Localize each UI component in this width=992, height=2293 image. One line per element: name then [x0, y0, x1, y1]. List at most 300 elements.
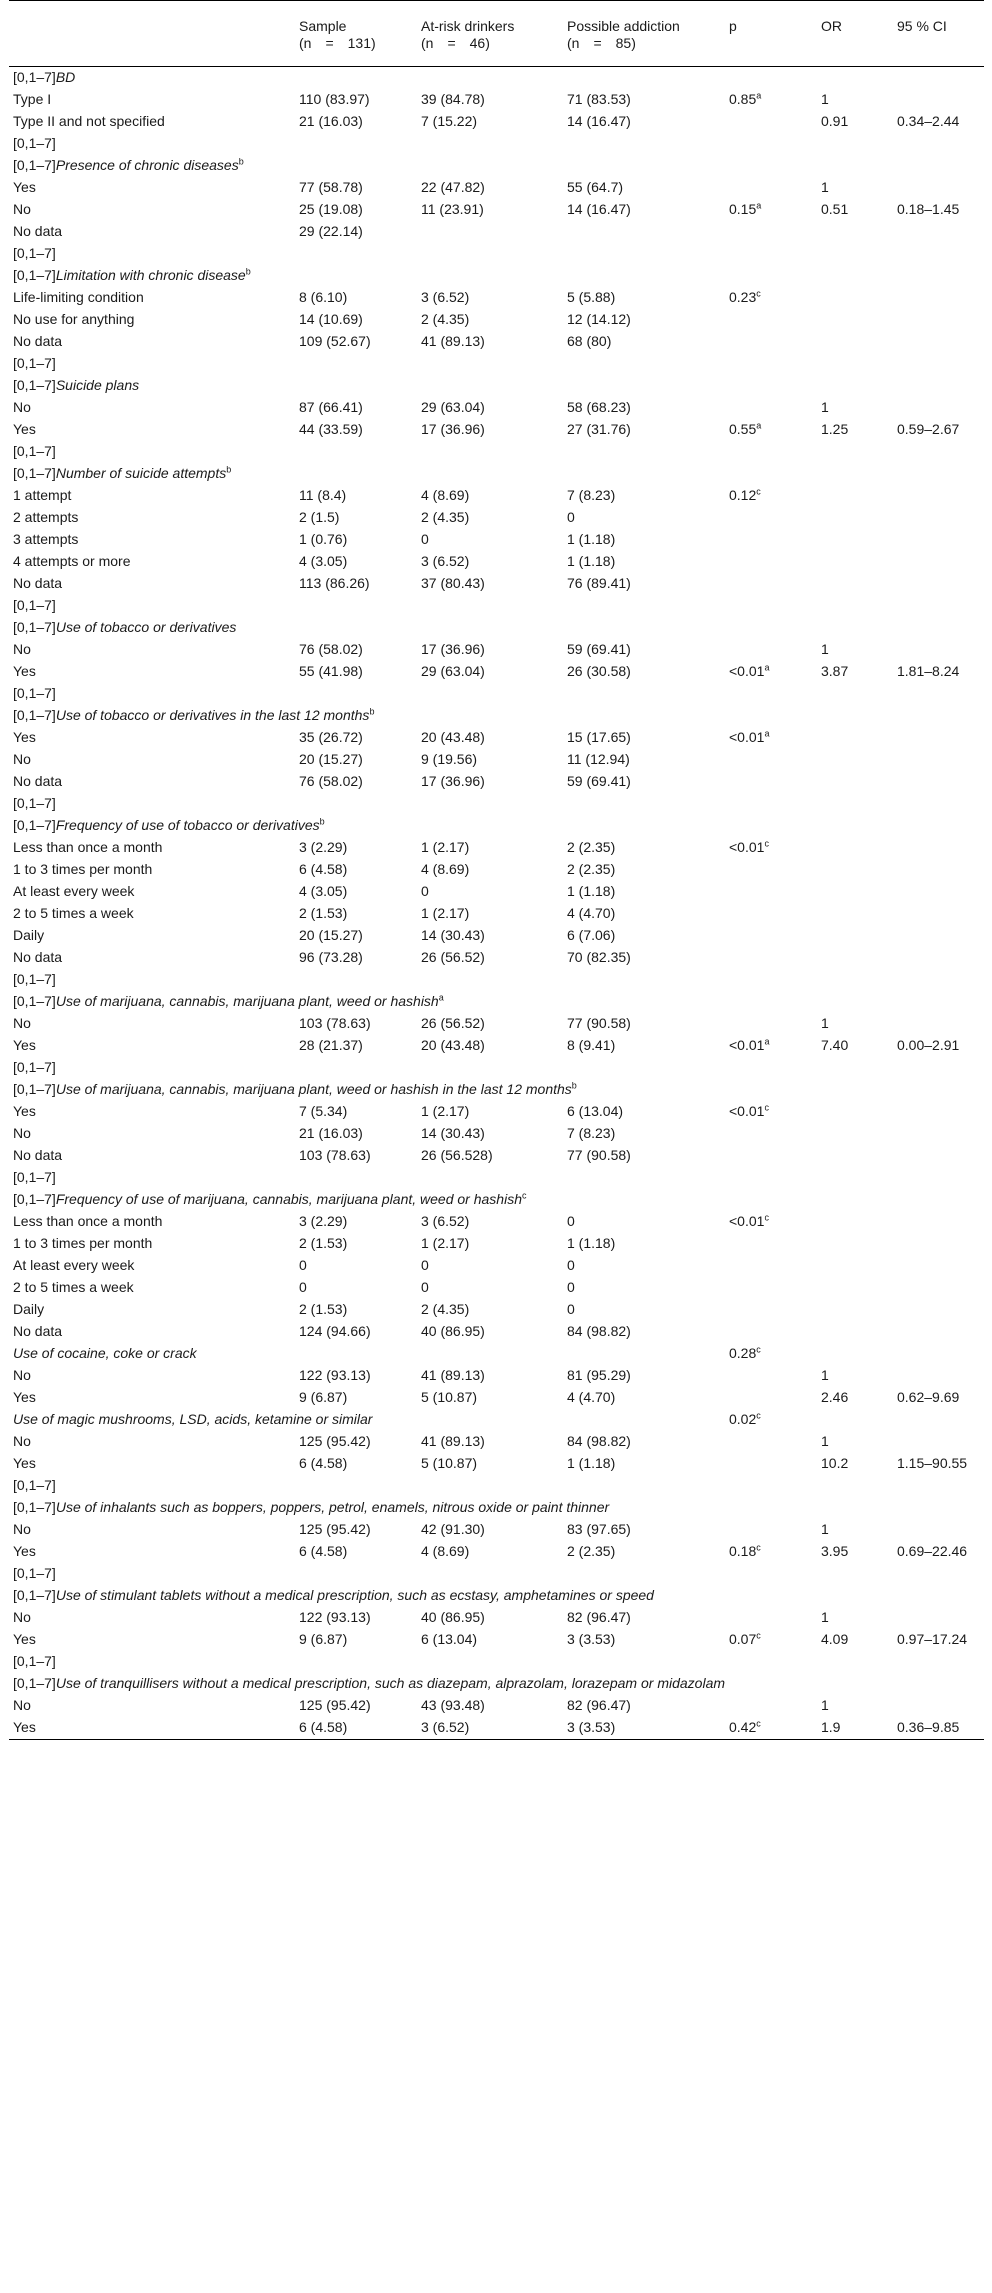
cell-at-risk — [417, 1629, 563, 1651]
data-row — [9, 1299, 984, 1321]
sample-text: 110 (83.97) — [299, 91, 370, 107]
table-header — [9, 1, 984, 67]
cell-odds-ratio — [817, 1277, 893, 1299]
at-risk-text: 26 (56.52) — [421, 949, 485, 965]
footnote-marker: c — [764, 838, 769, 849]
cell-odds-ratio — [817, 111, 893, 133]
data-row — [9, 1695, 984, 1717]
cell-at-risk — [417, 1299, 563, 1321]
data-row — [9, 507, 984, 529]
section-title: Use of marijuana, cannabis, marijuana plant, weed or hashish in the last 12 months — [55, 1081, 572, 1097]
spacer-row — [9, 969, 984, 991]
cell-odds-ratio — [817, 639, 893, 661]
section-prefix: [0,1–7] — [13, 377, 56, 393]
data-row — [9, 771, 984, 793]
data-row — [9, 1629, 984, 1651]
cell-sample — [295, 485, 417, 507]
cell-odds-ratio — [817, 529, 893, 551]
data-row — [9, 639, 984, 661]
addiction-text: 2 (2.35) — [567, 861, 616, 877]
cell-odds-ratio — [817, 89, 893, 111]
spacer-text: [0,1–7] — [13, 971, 56, 987]
at-risk-text: 4 (8.69) — [421, 861, 470, 877]
cell-ci — [893, 309, 984, 331]
sample-text: 44 (33.59) — [299, 421, 363, 437]
variable-text: No data — [13, 1147, 63, 1163]
odds-ratio-text: 1 — [821, 399, 829, 415]
cell-ci — [893, 397, 984, 419]
cell-p-value — [725, 749, 817, 771]
addiction-text: 68 (80) — [567, 333, 612, 349]
footnote-marker: a — [756, 200, 762, 211]
at-risk-text: 11 (23.91) — [421, 201, 484, 217]
cell-ci — [893, 947, 984, 969]
cell-ci — [893, 551, 984, 573]
at-risk-text: 42 (91.30) — [421, 1521, 485, 1537]
cell-at-risk — [417, 639, 563, 661]
sample-text: 0 — [299, 1279, 307, 1295]
cell-ci — [893, 727, 984, 749]
spacer-label — [9, 353, 984, 375]
p-value-text: 0.28 — [729, 1345, 757, 1361]
cell-ci — [893, 1321, 984, 1343]
section-prefix: [0,1–7] — [13, 69, 56, 85]
spacer-row — [9, 793, 984, 815]
cell-odds-ratio — [817, 1541, 893, 1563]
cell-sample — [295, 661, 417, 683]
spacer-row — [9, 133, 984, 155]
spacer-label — [9, 683, 984, 705]
cell-at-risk — [417, 397, 563, 419]
spacer-label — [9, 1057, 984, 1079]
spacer-label — [9, 441, 984, 463]
cell-ci — [893, 419, 984, 441]
addiction-text: 84 (98.82) — [567, 1323, 631, 1339]
cell-addiction — [563, 397, 725, 419]
cell-variable — [9, 573, 295, 595]
p-value-text: 0.02 — [729, 1411, 757, 1427]
sample-text: 113 (86.26) — [299, 575, 370, 591]
cell-addiction — [563, 1277, 725, 1299]
cell-odds-ratio — [817, 1717, 893, 1740]
cell-addiction — [563, 529, 725, 551]
spacer-text: [0,1–7] — [13, 135, 56, 151]
variable-text: 2 attempts — [13, 509, 79, 525]
spacer-row — [9, 595, 984, 617]
header-addiction — [563, 1, 725, 67]
addiction-text: 70 (82.35) — [567, 949, 631, 965]
at-risk-text: 0 — [421, 1279, 429, 1295]
data-row — [9, 287, 984, 309]
cell-sample — [295, 1123, 417, 1145]
cell-sample — [295, 199, 417, 221]
cell-ci — [893, 177, 984, 199]
cell-variable — [9, 1013, 295, 1035]
cell-variable — [9, 1519, 295, 1541]
cell-variable — [9, 903, 295, 925]
footnote-marker: b — [245, 266, 251, 277]
cell-odds-ratio — [817, 925, 893, 947]
sample-text: 122 (93.13) — [299, 1367, 371, 1383]
cell-variable — [9, 771, 295, 793]
cell-variable — [9, 1211, 295, 1233]
cell-variable — [9, 1607, 295, 1629]
sample-text: 87 (66.41) — [299, 399, 363, 415]
cell-addiction — [563, 1453, 725, 1475]
cell-variable — [9, 397, 295, 419]
cell-odds-ratio — [817, 1101, 893, 1123]
cell-p-value — [725, 331, 817, 353]
section-row — [9, 991, 984, 1013]
cell-sample — [295, 859, 417, 881]
cell-p-value — [725, 1299, 817, 1321]
at-risk-text: 40 (86.95) — [421, 1323, 485, 1339]
cell-at-risk — [417, 925, 563, 947]
sample-text: 6 (4.58) — [299, 1543, 348, 1559]
section-title: BD — [55, 69, 76, 85]
data-row — [9, 1101, 984, 1123]
data-row — [9, 881, 984, 903]
cell-odds-ratio — [817, 221, 893, 243]
cell-odds-ratio — [817, 1123, 893, 1145]
cell-ci — [893, 331, 984, 353]
spacer-label — [9, 595, 984, 617]
addiction-text: 3 (3.53) — [567, 1719, 616, 1735]
cell-p-value — [725, 397, 817, 419]
variable-text: Yes — [13, 1389, 36, 1405]
sample-text: 55 (41.98) — [299, 663, 363, 679]
cell-odds-ratio — [817, 507, 893, 529]
cell-ci — [893, 1013, 984, 1035]
cell-at-risk — [417, 1277, 563, 1299]
cell-at-risk — [417, 551, 563, 573]
data-row — [9, 1431, 984, 1453]
variable-text: No — [13, 399, 31, 415]
spacer-text: [0,1–7] — [13, 1169, 56, 1185]
cell-at-risk — [417, 859, 563, 881]
variable-text: Type I — [13, 91, 52, 107]
cell-at-risk — [417, 947, 563, 969]
cell-addiction — [563, 639, 725, 661]
at-risk-text: 29 (63.04) — [421, 663, 485, 679]
data-row — [9, 111, 984, 133]
sample-text: 35 (26.72) — [299, 729, 363, 745]
addiction-text: 26 (30.58) — [567, 663, 631, 679]
spacer-label — [9, 1651, 984, 1673]
variable-text: 2 to 5 times a week — [13, 1279, 134, 1295]
sample-text: 109 (52.67) — [299, 333, 371, 349]
cell-p-value — [725, 1211, 817, 1233]
sample-text: 125 (95.42) — [299, 1521, 371, 1537]
sample-text: 4 (3.05) — [299, 553, 348, 569]
cell-at-risk — [417, 903, 563, 925]
cell-odds-ratio — [817, 397, 893, 419]
sample-text: 3 (2.29) — [299, 1213, 348, 1229]
cell-ci — [893, 881, 984, 903]
spacer-text: [0,1–7] — [13, 1059, 56, 1075]
at-risk-text: 1 (2.17) — [421, 1235, 470, 1251]
cell-variable — [9, 199, 295, 221]
cell-odds-ratio — [817, 1365, 893, 1387]
section-prefix: [0,1–7] — [13, 619, 56, 635]
at-risk-text: 4 (8.69) — [421, 1543, 470, 1559]
addiction-text: 12 (14.12) — [567, 311, 631, 327]
section-label — [9, 155, 984, 177]
cell-sample — [295, 551, 417, 573]
cell-sample — [295, 727, 417, 749]
at-risk-text: 17 (36.96) — [421, 421, 485, 437]
cell-addiction — [563, 1387, 725, 1409]
variable-text: Less than once a month — [13, 1213, 163, 1229]
cell-p-value — [725, 639, 817, 661]
spacer-row — [9, 1167, 984, 1189]
cell-p-value — [725, 947, 817, 969]
addiction-text: 84 (98.82) — [567, 1433, 631, 1449]
cell-sample — [295, 837, 417, 859]
cell-ci — [893, 1387, 984, 1409]
section-row — [9, 617, 984, 639]
cell-p-value — [725, 309, 817, 331]
sample-text: 1 (0.76) — [299, 531, 348, 547]
cell-sample — [295, 925, 417, 947]
cell-odds-ratio — [817, 1321, 893, 1343]
cell-ci — [893, 111, 984, 133]
cell-p-value — [725, 89, 817, 111]
p-value-text: <0.01 — [729, 1103, 765, 1119]
cell-sample — [295, 419, 417, 441]
cell-sample — [295, 331, 417, 353]
cell-variable — [9, 507, 295, 529]
cell-variable — [9, 1695, 295, 1717]
variable-text: No — [13, 1433, 31, 1449]
cell-ci — [893, 507, 984, 529]
sample-text: 0 — [299, 1257, 307, 1273]
section-title: Use of inhalants such as boppers, poppers, petrol, enamels, nitrous oxide or paint thinner — [55, 1499, 610, 1515]
cell-at-risk — [417, 419, 563, 441]
sample-text: 7 (5.34) — [299, 1103, 348, 1119]
cell-p-value — [725, 903, 817, 925]
header-ci — [893, 1, 984, 67]
ci-text: 0.00–2.91 — [897, 1037, 960, 1053]
data-row — [9, 331, 984, 353]
cell-at-risk — [417, 309, 563, 331]
at-risk-text: 2 (4.35) — [421, 311, 470, 327]
variable-text: Yes — [13, 663, 36, 679]
section-label — [9, 265, 984, 287]
cell-at-risk — [417, 529, 563, 551]
cell-odds-ratio — [817, 573, 893, 595]
spacer-text: [0,1–7] — [13, 685, 56, 701]
variable-text: No — [13, 1521, 31, 1537]
cell-odds-ratio — [817, 1387, 893, 1409]
p-value-text: 0.23 — [729, 289, 757, 305]
cell-ci — [893, 1409, 984, 1431]
section-label — [9, 1585, 984, 1607]
odds-ratio-text: 1 — [821, 1433, 829, 1449]
sample-text: 9 (6.87) — [299, 1631, 348, 1647]
addiction-text: 55 (64.7) — [567, 179, 624, 195]
cell-ci — [893, 89, 984, 111]
cell-variable — [9, 1541, 295, 1563]
ci-text: 0.18–1.45 — [897, 201, 960, 217]
data-row — [9, 1255, 984, 1277]
cell-addiction — [563, 925, 725, 947]
cell-odds-ratio — [817, 903, 893, 925]
sample-text: 29 (22.14) — [299, 223, 363, 239]
cell-odds-ratio — [817, 1453, 893, 1475]
data-row — [9, 661, 984, 683]
cell-ci — [893, 749, 984, 771]
p-value-text: <0.01 — [729, 663, 765, 679]
group-heading — [9, 1343, 725, 1365]
footnote-marker: b — [238, 156, 244, 167]
addiction-text: 0 — [567, 1301, 575, 1317]
cell-variable — [9, 1299, 295, 1321]
cell-variable — [9, 529, 295, 551]
data-row — [9, 1717, 984, 1740]
cell-p-value — [725, 881, 817, 903]
cell-sample — [295, 1695, 417, 1717]
cell-variable — [9, 419, 295, 441]
variable-text: No data — [13, 575, 63, 591]
cell-variable — [9, 925, 295, 947]
variable-text: Yes — [13, 1631, 36, 1647]
p-value-text: 0.55 — [729, 421, 757, 437]
section-row — [9, 705, 984, 727]
cell-ci — [893, 485, 984, 507]
cell-at-risk — [417, 1145, 563, 1167]
sample-text: 6 (4.58) — [299, 1719, 348, 1735]
cell-ci — [893, 573, 984, 595]
variable-text: No data — [13, 1323, 63, 1339]
cell-at-risk — [417, 727, 563, 749]
variable-text: No — [13, 1697, 31, 1713]
header-p — [725, 1, 817, 67]
cell-addiction — [563, 331, 725, 353]
addiction-text: 7 (8.23) — [567, 1125, 616, 1141]
cell-p-value — [725, 1145, 817, 1167]
at-risk-text: 39 (84.78) — [421, 91, 485, 107]
cell-variable — [9, 1035, 295, 1057]
addiction-text: 0 — [567, 509, 575, 525]
variable-text: Yes — [13, 179, 36, 195]
p-value-text: <0.01 — [729, 839, 765, 855]
spacer-row — [9, 683, 984, 705]
addiction-text: 14 (16.47) — [567, 113, 631, 129]
cell-addiction — [563, 1321, 725, 1343]
data-row — [9, 1211, 984, 1233]
addiction-text: 27 (31.76) — [567, 421, 631, 437]
section-row — [9, 265, 984, 287]
cell-addiction — [563, 1629, 725, 1651]
addiction-text: 11 (12.94) — [567, 751, 630, 767]
at-risk-text: 40 (86.95) — [421, 1609, 485, 1625]
addiction-text: 0 — [567, 1257, 575, 1273]
cell-at-risk — [417, 89, 563, 111]
cell-odds-ratio — [817, 1607, 893, 1629]
cell-odds-ratio — [817, 837, 893, 859]
cell-variable — [9, 1629, 295, 1651]
odds-ratio-text: 10.2 — [821, 1455, 849, 1471]
data-row — [9, 221, 984, 243]
section-title: Use of tobacco or derivatives — [55, 619, 237, 635]
cell-p-value — [725, 573, 817, 595]
variable-text: No — [13, 1015, 31, 1031]
cell-at-risk — [417, 1101, 563, 1123]
addiction-text: 1 (1.18) — [567, 883, 616, 899]
section-prefix: [0,1–7] — [13, 993, 56, 1009]
cell-variable — [9, 1453, 295, 1475]
addiction-text: 15 (17.65) — [567, 729, 631, 745]
section-title: Use of tranquillisers without a medical prescription, such as diazepam, alprazolam, lorazepam or midazolam — [55, 1675, 726, 1691]
addiction-text: 83 (97.65) — [567, 1521, 631, 1537]
section-label — [9, 617, 984, 639]
cell-p-value — [725, 1607, 817, 1629]
section-label — [9, 1079, 984, 1101]
section-title: Use of tobacco or derivatives in the last 12 months — [55, 707, 370, 723]
cell-at-risk — [417, 837, 563, 859]
addiction-text: 1 (1.18) — [567, 553, 616, 569]
cell-at-risk — [417, 111, 563, 133]
ci-text: 0.36–9.85 — [897, 1719, 960, 1735]
cell-p-value — [725, 1343, 817, 1365]
cell-odds-ratio — [817, 727, 893, 749]
footnote-marker: a — [756, 420, 762, 431]
cell-ci — [893, 1035, 984, 1057]
cell-sample — [295, 1607, 417, 1629]
odds-ratio-text: 1.25 — [821, 421, 849, 437]
section-label — [9, 463, 984, 485]
variable-text: Yes — [13, 1719, 36, 1735]
variable-text: 1 to 3 times per month — [13, 1235, 153, 1251]
cell-addiction — [563, 287, 725, 309]
data-row — [9, 859, 984, 881]
cell-p-value — [725, 1255, 817, 1277]
addiction-text: 82 (96.47) — [567, 1697, 631, 1713]
variable-text: No — [13, 201, 31, 217]
cell-variable — [9, 331, 295, 353]
addiction-text: 2 (2.35) — [567, 1543, 616, 1559]
cell-ci — [893, 1123, 984, 1145]
cell-ci — [893, 1299, 984, 1321]
addiction-text: 2 (2.35) — [567, 839, 616, 855]
cell-variable — [9, 727, 295, 749]
variable-text: No — [13, 1367, 31, 1383]
sample-text: 4 (3.05) — [299, 883, 348, 899]
at-risk-text: 41 (89.13) — [421, 333, 485, 349]
sample-text: 8 (6.10) — [299, 289, 348, 305]
cell-p-value — [725, 199, 817, 221]
section-prefix: [0,1–7] — [13, 1587, 56, 1603]
spacer-text: [0,1–7] — [13, 1565, 56, 1581]
p-value-text: 0.18 — [729, 1543, 757, 1559]
spacer-text: [0,1–7] — [13, 443, 56, 459]
cell-p-value — [725, 1387, 817, 1409]
table-container — [9, 0, 984, 1740]
section-row — [9, 1673, 984, 1695]
variable-text: Life-limiting condition — [13, 289, 144, 305]
cell-odds-ratio — [817, 1255, 893, 1277]
data-row — [9, 485, 984, 507]
cell-sample — [295, 1519, 417, 1541]
cell-sample — [295, 1387, 417, 1409]
ci-text: 1.15–90.55 — [897, 1455, 968, 1471]
variable-text: Yes — [13, 421, 36, 437]
cell-sample — [295, 1013, 417, 1035]
cell-sample — [295, 287, 417, 309]
footnote-marker: b — [319, 816, 325, 827]
cell-ci — [893, 1431, 984, 1453]
